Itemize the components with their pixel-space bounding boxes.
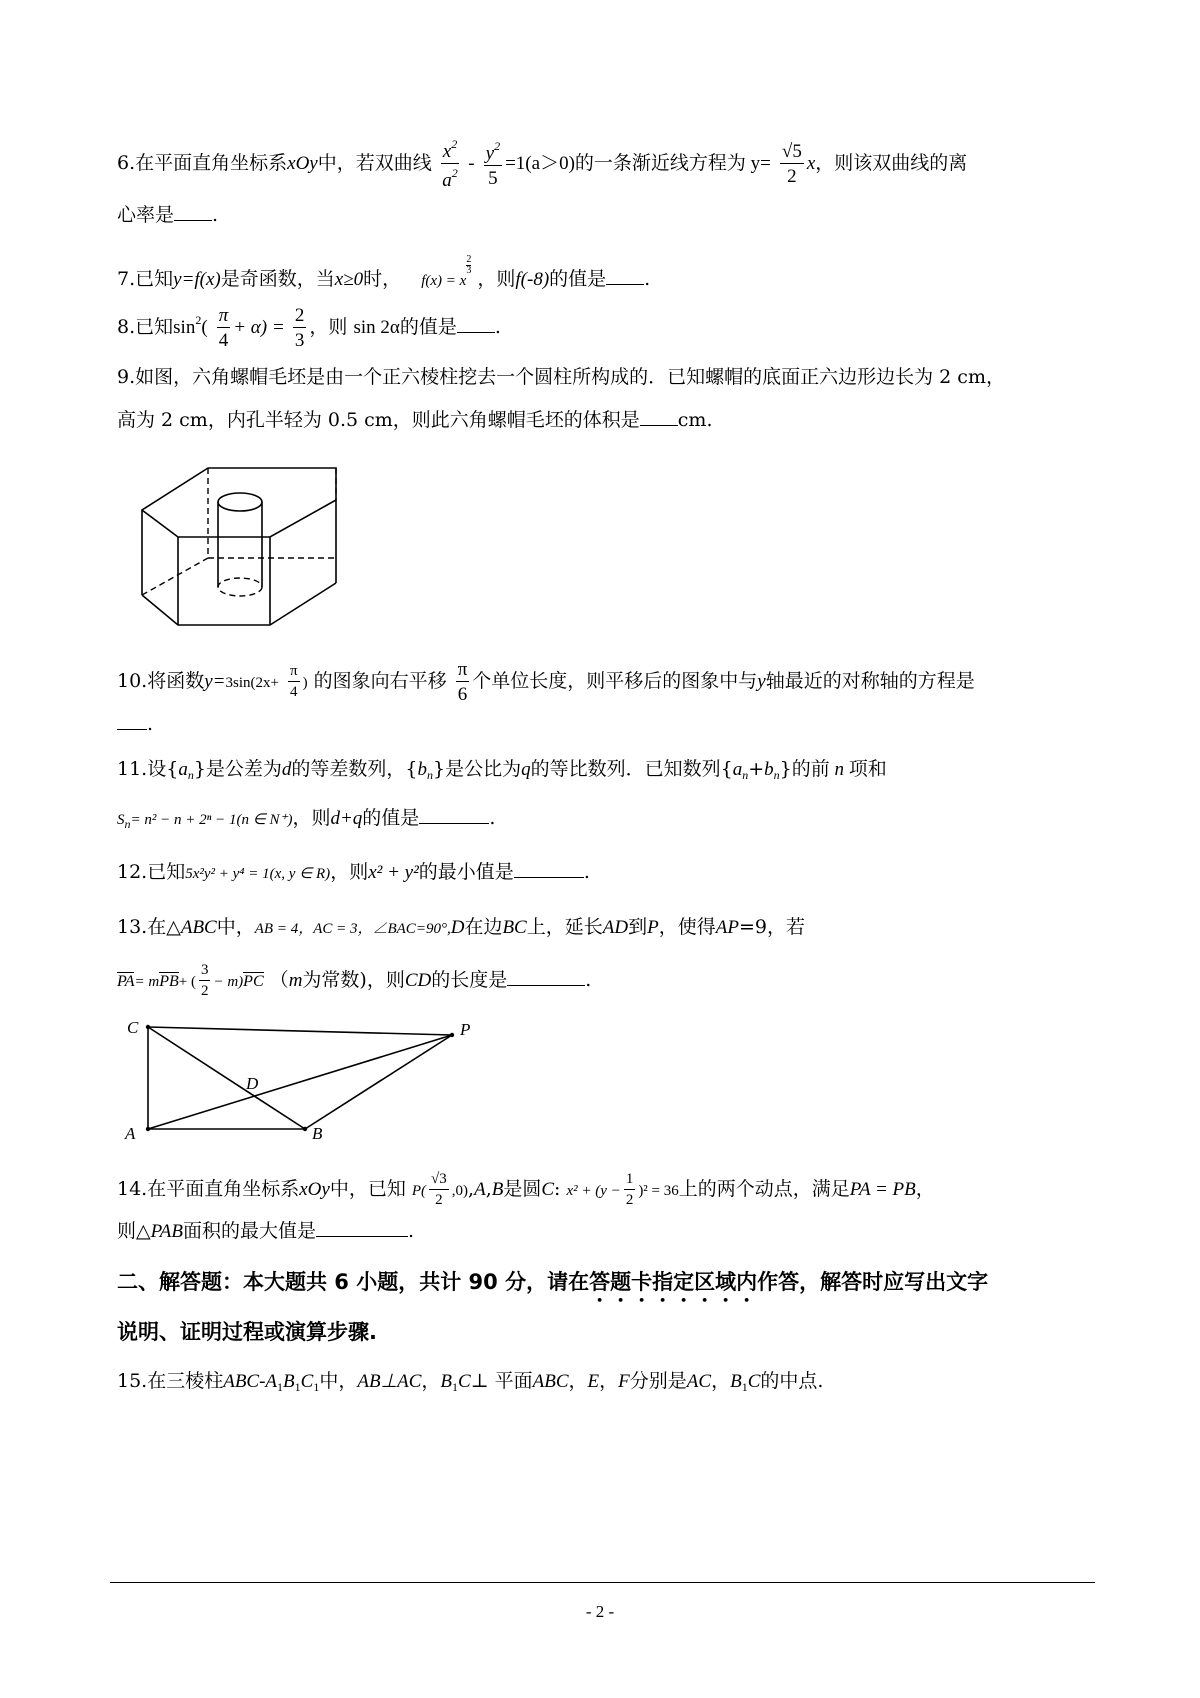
q10-frac-pi6: $\frac{\pi}{6}$	[457, 659, 468, 705]
q12-line: 12.已知5x²y² + y⁴ = 1(x, y ∈ R)，则x² + y²的最小值是 .	[117, 861, 590, 883]
q6-line1: 6.在平面直角坐标系xOy中，若双曲线 $\frac{x^2}{a^2}$ - $\frac{y^2}{5}$ =1(a＞0)的一条渐近线方程为 y= $\frac{√5}{2}$ x，则该双曲线的离	[117, 137, 968, 191]
q13-line1: 13.在△ABC中，AB = 4，AC = 3，∠BAC=90°,D在边BC上，延长AD到P，使得AP=9，若	[117, 916, 805, 938]
q14-frac-12: $\frac{1}{2}$	[625, 1171, 634, 1208]
q14-frac-sqrt3: $\frac{√3}{2}$	[431, 1171, 447, 1208]
q9-line1: 9.如图，六角螺帽毛坯是由一个正六棱柱挖去一个圆柱所构成的．已知螺帽的底面正六边形边长为 2 cm，	[117, 366, 1005, 388]
q15-line: 15.在三棱柱ABC-$A_1B_1C_1$中，AB⊥AC，$B_1C\perp$ 平面ABC，E，F分别是AC，$B_1C$的中点.	[117, 1370, 824, 1394]
q8-line: 8.已知$\sin^2$( $\frac{\pi}{4}$ + α) = $\frac{2}{3}$ ，则 sin 2α的值是 .	[117, 305, 501, 351]
label-D: D	[246, 1074, 259, 1093]
page-number: - 2 -	[585, 1602, 615, 1621]
q13-line2: PA= mPB+ ( $\frac{3}{2}$ − m)PC （m为常数)，则CD的长度是 .	[117, 962, 592, 999]
q7-line: 7.已知y=f(x)是奇函数，当x≥0时， f(x) = x $\frac{2}{3}$ ，则f(-8)的值是 .	[117, 254, 651, 290]
q10-line2: .	[117, 715, 153, 734]
q10-frac-pi4: $\frac{\pi}{4}$	[290, 663, 298, 700]
footer-divider	[110, 1582, 1095, 1583]
q11-line1: 11.设$\{a_n\}$是公差为d的等差数列，$\{b_n\}$是公比为q的等比数列．已知数列$\{a_n+b_n\}$的前 n 项和	[117, 758, 887, 782]
q10-line1: 10.将函数y=3sin(2x+ $\frac{\pi}{4}$ ) 的图象向右平移 $\frac{\pi}{6}$ 个单位长度，则平移后的图象中与y轴最近的对称轴的方程是	[117, 659, 975, 705]
q8-frac-23: $\frac{2}{3}$	[294, 305, 305, 351]
q6-frac-x2a2: $\frac{x^2}{a^2}$	[442, 137, 458, 191]
hex-top-face	[142, 468, 336, 537]
q11-line2: $S_n= n^2 - n + 2^n - 1(n$ ∈ N⁺)，则d+q的值是 .	[117, 807, 496, 831]
q8-frac-pi4: $\frac{\pi}{4}$	[218, 305, 229, 351]
label-C: C	[127, 1018, 139, 1037]
q14-line1: 14.在平面直角坐标系xOy中，已知 P( $\frac{√3}{2}$ ,0),A,B是圆C: x² + (y − $\frac{1}{2}$ )² = 36上的两个动点，满足PA = PB，	[117, 1171, 935, 1208]
q6-frac-sqrt5: $\frac{√5}{2}$	[781, 141, 802, 187]
label-B: B	[312, 1124, 323, 1143]
q13-frac-32: $\frac{3}{2}$	[200, 962, 209, 999]
q9-line2: 高为 2 cm，内孔半轻为 0.5 cm，则此六角螺帽毛坯的体积是 cm.	[117, 409, 713, 431]
section2-line2: 说明、证明过程或演算步骤.	[117, 1320, 377, 1344]
label-P: P	[460, 1020, 471, 1039]
q14-line2: 则△PAB面积的最大值是 .	[117, 1220, 415, 1242]
hex-nut-figure	[130, 455, 360, 635]
section2-line1: 二、解答题：本大题共 6 小题，共计 90 分，请在答题卡指定区域内作答，解答时应写出文字	[117, 1270, 989, 1294]
q6-frac-y25: $\frac{y^2}{5}$	[485, 139, 501, 189]
triangle-figure	[120, 1015, 500, 1145]
q6-line2: 心率是 .	[117, 204, 219, 226]
label-A: A	[125, 1124, 136, 1143]
